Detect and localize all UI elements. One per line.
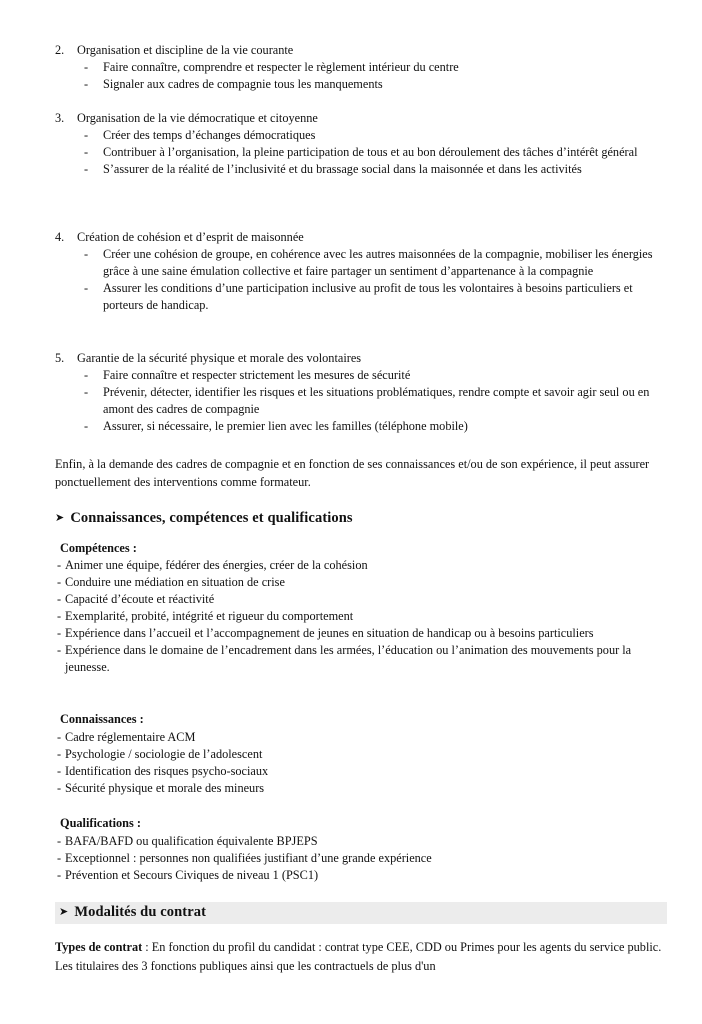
- section-number: 5.: [55, 351, 65, 365]
- list-item: Animer une équipe, fédérer des énergies, créer de la cohésion: [65, 558, 368, 572]
- dash-bullet: -: [57, 747, 62, 761]
- connaissances-title: Connaissances :: [60, 712, 144, 726]
- contract-heading-bar: [55, 902, 667, 924]
- list-item: Exemplarité, probité, intégrité et rigueur du comportement: [65, 609, 354, 623]
- section-number: 4.: [55, 230, 65, 244]
- list-item: Assurer, si nécessaire, le premier lien avec les familles (téléphone mobile): [103, 419, 468, 433]
- heading-text: Modalités du contrat: [74, 904, 207, 920]
- list-item: Assurer les conditions d’une participation inclusive au profit de tous les volontaires à besoins particuliers et porteurs de handicap.: [103, 281, 633, 312]
- dash-bullet: -: [57, 592, 62, 606]
- section-number: 3.: [55, 111, 65, 125]
- list-item: Signaler aux cadres de compagnie tous les manquements: [103, 77, 383, 91]
- list-item: S’assurer de la réalité de l’inclusivité et du brassage social dans la maisonnée et dans les activités: [103, 162, 582, 176]
- heading-text: Connaissances, compétences et qualifications: [70, 510, 353, 526]
- list-item: Cadre réglementaire ACM: [65, 730, 196, 744]
- section-title: Organisation et discipline de la vie courante: [77, 43, 294, 57]
- list-item: Créer des temps d’échanges démocratiques: [103, 128, 316, 142]
- list-item: Expérience dans l’accueil et l’accompagnement de jeunes en situation de handicap ou à besoins particuliers: [65, 626, 594, 640]
- dash-bullet: -: [84, 419, 89, 433]
- list-item: Sécurité physique et morale des mineurs: [65, 781, 265, 795]
- contract-types-label: Types de contrat: [55, 940, 143, 954]
- contract-types-text: : En fonction du profil du candidat : contrat type CEE, CDD ou Primes pour les agents du service public. Les titulaires des 3 fonctions publiques ainsi que les contractuels de plus d'un: [55, 940, 662, 973]
- list-item: Prévenir, détecter, identifier les risques et les situations problématiques, rendre compte et savoir agir seul ou en amont des cadres de compagnie: [103, 385, 650, 416]
- dash-bullet: -: [84, 128, 89, 142]
- list-item: Capacité d’écoute et réactivité: [65, 592, 215, 606]
- list-item: Expérience dans le domaine de l’encadrement dans les armées, l’éducation ou l’animation des mouvements pour la jeunesse.: [65, 643, 632, 674]
- competences-list: [57, 557, 677, 676]
- arrow-bullet-icon: ➤: [55, 511, 65, 524]
- dash-bullet: -: [57, 730, 62, 744]
- dash-bullet: -: [84, 145, 89, 159]
- section-number: 2.: [55, 43, 65, 57]
- list-item: Conduire une médiation en situation de crise: [65, 575, 285, 589]
- dash-bullet: -: [84, 60, 89, 74]
- dash-bullet: -: [57, 764, 62, 778]
- list-item: Prévention et Secours Civiques de niveau 1 (PSC1): [65, 868, 319, 882]
- list-item: Faire connaître, comprendre et respecter le règlement intérieur du centre: [103, 60, 459, 74]
- dash-bullet: -: [84, 247, 89, 261]
- dash-bullet: -: [84, 385, 89, 399]
- section-title: Garantie de la sécurité physique et morale des volontaires: [77, 351, 362, 365]
- section-2: [55, 42, 665, 93]
- list-item: Contribuer à l’organisation, la pleine participation de tous et au bon déroulement des tâches d’intérêt général: [103, 145, 638, 159]
- section-title: Création de cohésion et d’esprit de maisonnée: [77, 230, 304, 244]
- dash-bullet: -: [57, 575, 62, 589]
- dash-bullet: -: [57, 609, 62, 623]
- list-item: Exceptionnel : personnes non qualifiées justifiant d’une grande expérience: [65, 851, 432, 865]
- dash-bullet: -: [57, 558, 62, 572]
- dash-bullet: -: [57, 834, 62, 848]
- dash-bullet: -: [57, 626, 62, 640]
- dash-bullet: -: [84, 281, 89, 295]
- section-3: [55, 110, 665, 178]
- connaissances-list: [57, 729, 677, 797]
- qualifications-title: Qualifications :: [60, 816, 141, 830]
- dash-bullet: -: [84, 162, 89, 176]
- arrow-bullet-icon: ➤: [59, 905, 69, 918]
- dash-bullet: -: [57, 868, 62, 882]
- dash-bullet: -: [84, 77, 89, 91]
- qualifications-list: [57, 833, 677, 884]
- list-item: Psychologie / sociologie de l’adolescent: [65, 747, 263, 761]
- dash-bullet: -: [84, 368, 89, 382]
- section-4: [55, 229, 665, 314]
- knowledge-heading: [55, 510, 353, 527]
- list-item: Faire connaître et respecter strictement les mesures de sécurité: [103, 368, 411, 382]
- closing-paragraph: Enfin, à la demande des cadres de compagnie et en fonction de ses connaissances et/ou de son expérience, il peut assurer ponctuellement des interventions comme formateur.: [55, 457, 650, 489]
- dash-bullet: -: [57, 851, 62, 865]
- list-item: Identification des risques psycho-sociaux: [65, 764, 269, 778]
- section-title: Organisation de la vie démocratique et citoyenne: [77, 111, 318, 125]
- contract-types-paragraph: [55, 938, 667, 976]
- section-5: [55, 350, 665, 435]
- dash-bullet: -: [57, 643, 62, 657]
- list-item: BAFA/BAFD ou qualification équivalente BPJEPS: [65, 834, 318, 848]
- contract-heading: [59, 904, 206, 921]
- dash-bullet: -: [57, 781, 62, 795]
- competences-title: Compétences :: [60, 541, 137, 555]
- list-item: Créer une cohésion de groupe, en cohérence avec les autres maisonnées de la compagnie, mobiliser les énergies grâce à une saine émulation collective et faire partager un sentiment d’appartenance à la compagnie: [103, 247, 653, 278]
